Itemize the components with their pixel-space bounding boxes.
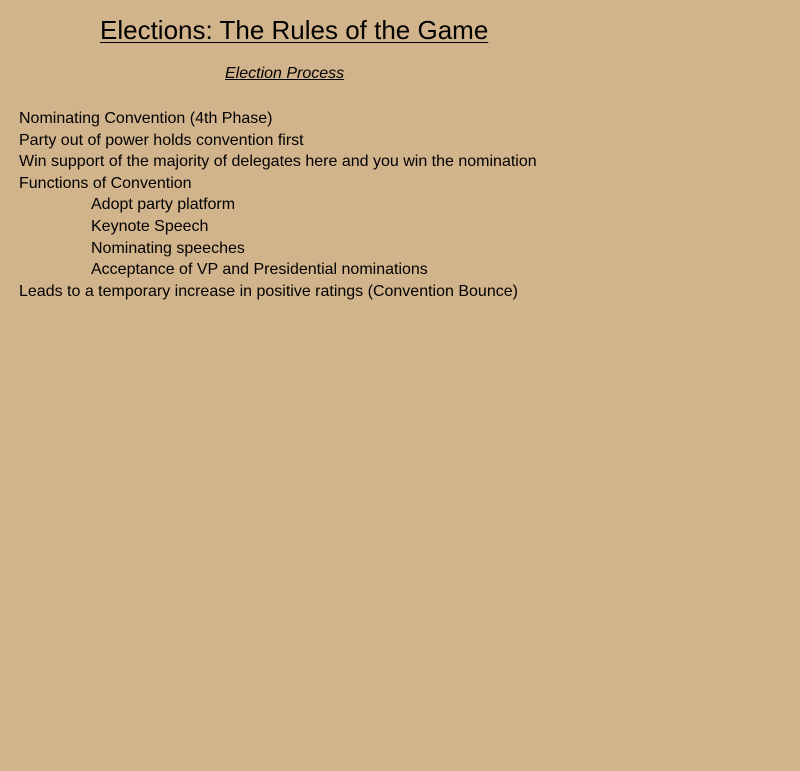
body-subline-nominating-speeches: Nominating speeches xyxy=(91,239,245,257)
body-subline-acceptance: Acceptance of VP and Presidential nominations xyxy=(91,261,428,279)
slide-title: Elections: The Rules of the Game xyxy=(100,15,489,45)
body-line-convention-bounce: Leads to a temporary increase in positive ratings (Convention Bounce) xyxy=(19,282,518,300)
slide-subtitle: Election Process xyxy=(225,65,345,82)
body-line-nominating-convention: Nominating Convention (4th Phase) xyxy=(19,110,273,127)
body-subline-adopt-platform: Adopt party platform xyxy=(91,196,236,214)
body-subline-keynote-speech: Keynote Speech xyxy=(91,217,209,235)
body-line-party-out-of-power: Party out of power holds convention first xyxy=(19,131,304,149)
body-line-functions-of-convention: Functions of Convention xyxy=(19,174,192,192)
body-line-win-support: Win support of the majority of delegates here and you win the nomination xyxy=(19,153,537,171)
slide-body xyxy=(19,108,537,302)
